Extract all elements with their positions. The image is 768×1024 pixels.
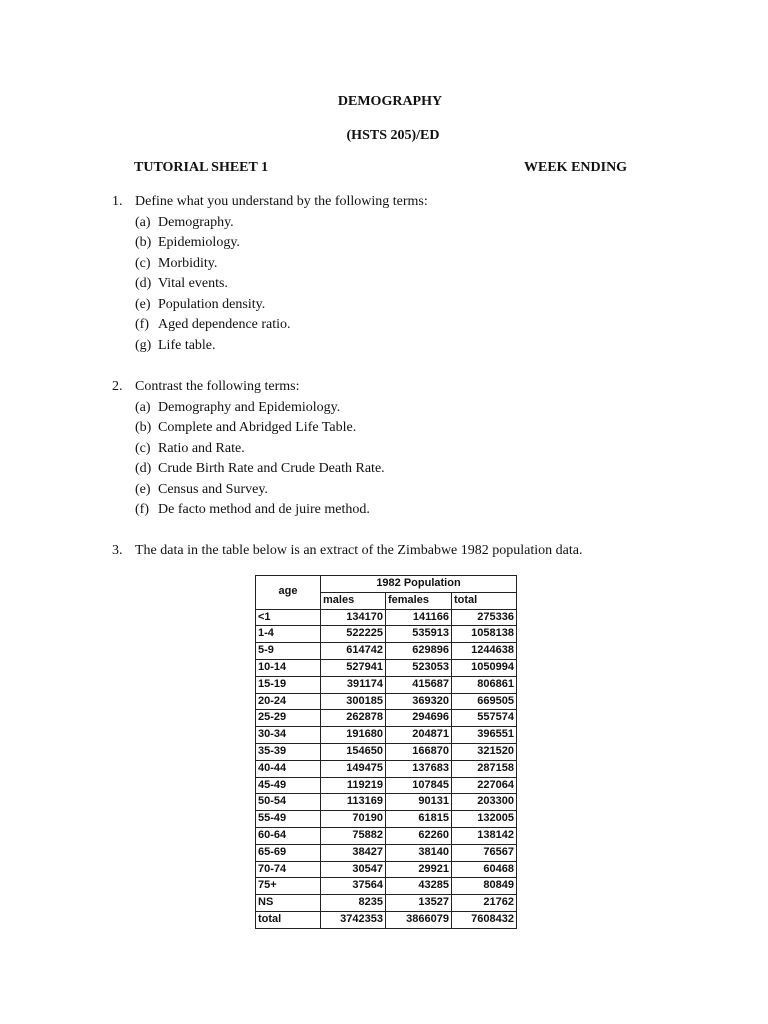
females-cell: 90131 bbox=[386, 794, 452, 811]
age-cell: 40-44 bbox=[256, 760, 321, 777]
females-cell: 62260 bbox=[386, 827, 452, 844]
item-label: (g) bbox=[135, 337, 152, 353]
question-1 bbox=[112, 192, 428, 356]
males-cell: 113169 bbox=[321, 794, 386, 811]
age-column-header: age bbox=[256, 576, 321, 610]
males-cell: 522225 bbox=[321, 626, 386, 643]
item-label: (f) bbox=[135, 317, 149, 332]
females-cell: 629896 bbox=[386, 643, 452, 660]
list-item bbox=[135, 439, 385, 460]
age-cell: 75+ bbox=[256, 878, 321, 895]
item-text: Demography. bbox=[158, 214, 234, 230]
question-number: 3. bbox=[112, 543, 123, 558]
total-cell: 806861 bbox=[452, 676, 517, 693]
item-label: (a) bbox=[135, 399, 151, 415]
table-row bbox=[256, 676, 517, 693]
age-cell: 55-49 bbox=[256, 811, 321, 828]
age-cell: 25-29 bbox=[256, 710, 321, 727]
week-ending-label: WEEK ENDING bbox=[524, 160, 628, 175]
item-label: (d) bbox=[135, 276, 152, 291]
females-cell: 535913 bbox=[386, 626, 452, 643]
total-cell: 203300 bbox=[452, 794, 517, 811]
question-3 bbox=[112, 541, 582, 562]
males-cell: 134170 bbox=[321, 609, 386, 626]
population-table-body bbox=[256, 609, 517, 928]
question-item-list bbox=[135, 213, 428, 357]
total-cell: 132005 bbox=[452, 811, 517, 828]
total-cell: 287158 bbox=[452, 760, 517, 777]
males-cell: 527941 bbox=[321, 659, 386, 676]
item-label: (e) bbox=[135, 481, 151, 497]
males-cell: 30547 bbox=[321, 861, 386, 878]
list-item bbox=[135, 254, 428, 275]
item-text: Crude Birth Rate and Crude Death Rate. bbox=[158, 461, 385, 476]
table-row bbox=[256, 743, 517, 760]
list-item bbox=[135, 213, 428, 234]
age-cell: total bbox=[256, 911, 321, 928]
females-cell: 43285 bbox=[386, 878, 452, 895]
age-cell: 35-39 bbox=[256, 743, 321, 760]
males-cell: 3742353 bbox=[321, 911, 386, 928]
item-text: Epidemiology. bbox=[158, 235, 240, 250]
age-cell: 65-69 bbox=[256, 844, 321, 861]
females-cell: 38140 bbox=[386, 844, 452, 861]
table-row bbox=[256, 710, 517, 727]
males-cell: 191680 bbox=[321, 727, 386, 744]
item-label: (c) bbox=[135, 440, 151, 456]
item-text: De facto method and de juire method. bbox=[158, 502, 370, 517]
age-cell: 50-54 bbox=[256, 794, 321, 811]
course-code: (HSTS 205)/ED bbox=[346, 128, 440, 143]
females-cell: 61815 bbox=[386, 811, 452, 828]
age-cell: 60-64 bbox=[256, 827, 321, 844]
item-label: (e) bbox=[135, 296, 151, 312]
total-cell: 138142 bbox=[452, 827, 517, 844]
table-row bbox=[256, 811, 517, 828]
males-cell: 149475 bbox=[321, 760, 386, 777]
males-cell: 119219 bbox=[321, 777, 386, 794]
item-text: Demography and Epidemiology. bbox=[158, 399, 341, 415]
list-item bbox=[135, 274, 428, 295]
age-cell: 15-19 bbox=[256, 676, 321, 693]
total-cell: 21762 bbox=[452, 895, 517, 912]
total-cell: 60468 bbox=[452, 861, 517, 878]
males-cell: 300185 bbox=[321, 693, 386, 710]
table-row bbox=[256, 777, 517, 794]
question-stem bbox=[112, 541, 582, 562]
total-cell: 396551 bbox=[452, 727, 517, 744]
males-cell: 37564 bbox=[321, 878, 386, 895]
females-cell: 137683 bbox=[386, 760, 452, 777]
item-text: Complete and Abridged Life Table. bbox=[158, 420, 357, 435]
question-text: Define what you understand by the following terms: bbox=[135, 194, 428, 209]
total-cell: 1244638 bbox=[452, 643, 517, 660]
males-cell: 38427 bbox=[321, 844, 386, 861]
question-number: 2. bbox=[112, 379, 123, 394]
females-cell: 3866079 bbox=[386, 911, 452, 928]
females-cell: 294696 bbox=[386, 710, 452, 727]
question-2 bbox=[112, 377, 385, 521]
total-column-header: total bbox=[452, 592, 517, 609]
question-number: 1. bbox=[112, 194, 123, 209]
item-text: Ratio and Rate. bbox=[158, 440, 245, 456]
table-row bbox=[256, 760, 517, 777]
females-cell: 415687 bbox=[386, 676, 452, 693]
age-cell: 30-34 bbox=[256, 727, 321, 744]
population-table bbox=[255, 575, 517, 929]
list-item bbox=[135, 418, 385, 439]
total-cell: 669505 bbox=[452, 693, 517, 710]
item-text: Morbidity. bbox=[158, 255, 218, 271]
table-row bbox=[256, 643, 517, 660]
age-cell: 70-74 bbox=[256, 861, 321, 878]
table-row bbox=[256, 727, 517, 744]
list-item bbox=[135, 398, 385, 419]
question-item-list bbox=[135, 398, 385, 521]
table-row bbox=[256, 626, 517, 643]
list-item bbox=[135, 295, 428, 316]
question-stem bbox=[112, 192, 428, 213]
total-cell: 76567 bbox=[452, 844, 517, 861]
item-label: (d) bbox=[135, 461, 152, 476]
females-cell: 29921 bbox=[386, 861, 452, 878]
age-cell: 1-4 bbox=[256, 626, 321, 643]
list-item bbox=[135, 500, 385, 521]
total-cell: 7608432 bbox=[452, 911, 517, 928]
males-cell: 8235 bbox=[321, 895, 386, 912]
total-cell: 1058138 bbox=[452, 626, 517, 643]
item-text: Population density. bbox=[158, 296, 266, 312]
males-cell: 154650 bbox=[321, 743, 386, 760]
table-row bbox=[256, 659, 517, 676]
item-text: Aged dependence ratio. bbox=[158, 317, 291, 332]
total-cell: 227064 bbox=[452, 777, 517, 794]
total-cell: 1050994 bbox=[452, 659, 517, 676]
table-row bbox=[256, 693, 517, 710]
males-cell: 391174 bbox=[321, 676, 386, 693]
table-row bbox=[256, 844, 517, 861]
age-cell: <1 bbox=[256, 609, 321, 626]
age-cell: NS bbox=[256, 895, 321, 912]
total-cell: 557574 bbox=[452, 710, 517, 727]
total-cell: 80849 bbox=[452, 878, 517, 895]
age-cell: 45-49 bbox=[256, 777, 321, 794]
females-cell: 523053 bbox=[386, 659, 452, 676]
females-cell: 141166 bbox=[386, 609, 452, 626]
list-item bbox=[135, 233, 428, 254]
table-row bbox=[256, 827, 517, 844]
females-cell: 13527 bbox=[386, 895, 452, 912]
table-row bbox=[256, 878, 517, 895]
age-cell: 10-14 bbox=[256, 659, 321, 676]
item-text: Life table. bbox=[158, 337, 216, 353]
table-row bbox=[256, 794, 517, 811]
age-cell: 5-9 bbox=[256, 643, 321, 660]
total-cell: 275336 bbox=[452, 609, 517, 626]
item-label: (c) bbox=[135, 255, 151, 271]
males-cell: 262878 bbox=[321, 710, 386, 727]
age-cell: 20-24 bbox=[256, 693, 321, 710]
table-row bbox=[256, 609, 517, 626]
population-group-header: 1982 Population bbox=[321, 576, 517, 593]
females-column-header: females bbox=[386, 592, 452, 609]
item-label: (a) bbox=[135, 214, 151, 230]
females-cell: 369320 bbox=[386, 693, 452, 710]
males-cell: 75882 bbox=[321, 827, 386, 844]
question-text: Contrast the following terms: bbox=[135, 379, 300, 394]
document-title: DEMOGRAPHY bbox=[337, 94, 443, 109]
list-item bbox=[135, 480, 385, 501]
tutorial-sheet-label: TUTORIAL SHEET 1 bbox=[134, 160, 269, 175]
list-item bbox=[135, 459, 385, 480]
males-cell: 614742 bbox=[321, 643, 386, 660]
table-row bbox=[256, 911, 517, 928]
females-cell: 107845 bbox=[386, 777, 452, 794]
males-column-header: males bbox=[321, 592, 386, 609]
table-row bbox=[256, 895, 517, 912]
item-text: Vital events. bbox=[158, 276, 228, 291]
question-text: The data in the table below is an extract of the Zimbabwe 1982 population data. bbox=[135, 543, 583, 558]
item-label: (b) bbox=[135, 235, 152, 250]
males-cell: 70190 bbox=[321, 811, 386, 828]
list-item bbox=[135, 315, 428, 336]
table-row bbox=[256, 861, 517, 878]
question-stem bbox=[112, 377, 385, 398]
item-label: (b) bbox=[135, 420, 152, 435]
females-cell: 204871 bbox=[386, 727, 452, 744]
total-cell: 321520 bbox=[452, 743, 517, 760]
item-label: (f) bbox=[135, 502, 149, 517]
list-item bbox=[135, 336, 428, 357]
females-cell: 166870 bbox=[386, 743, 452, 760]
item-text: Census and Survey. bbox=[158, 481, 268, 497]
